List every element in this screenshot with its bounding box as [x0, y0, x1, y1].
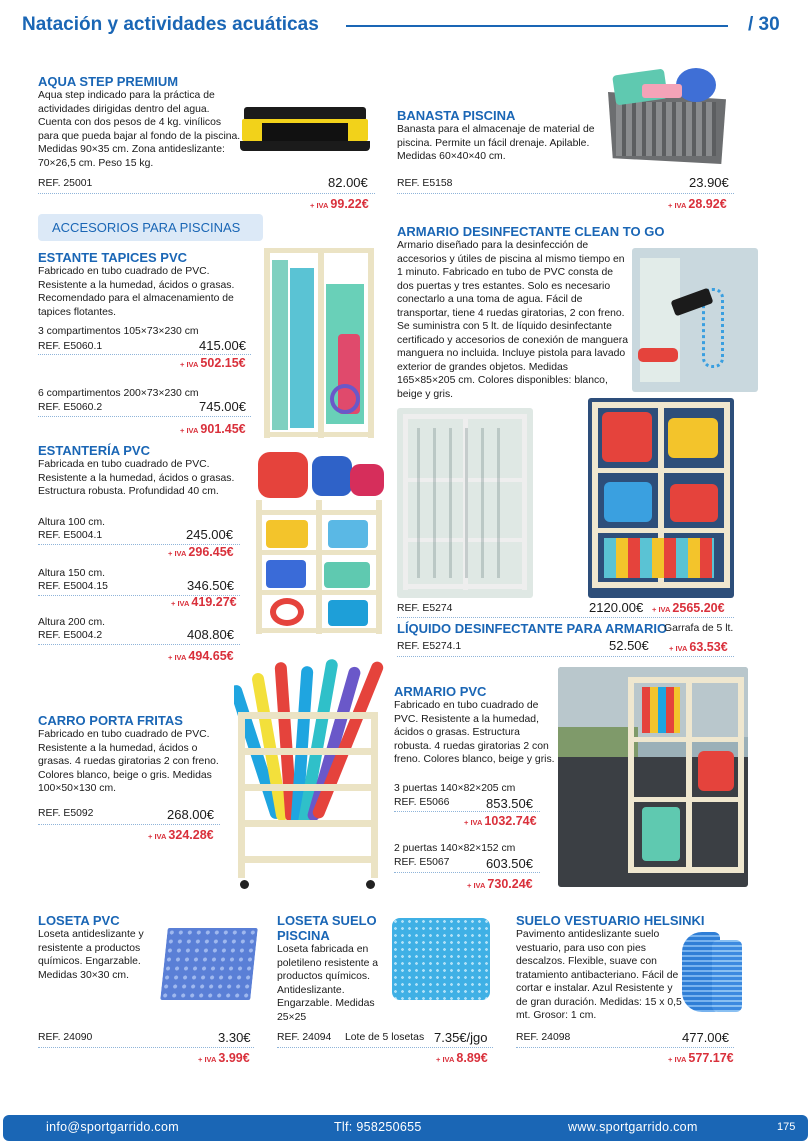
helsinki-ref: REF. 24098 [516, 1032, 571, 1043]
estanteria-v1-label: Altura 100 cm. [38, 517, 105, 528]
armario-clean-title: ARMARIO DESINFECTANTE CLEAN TO GO [397, 224, 665, 239]
armario-clean-full-image [588, 398, 734, 598]
armario-pvc-v1-price: 853.50€ [486, 796, 533, 811]
estante-v2-ref: REF. E5060.2 [38, 402, 103, 413]
helsinki-image [676, 926, 746, 1014]
estanteria-v1-iva-price: + IVA 296.45€ [168, 545, 234, 559]
aqua-step-iva-price: + IVA 99.22€ [310, 197, 369, 211]
liquido-title: LÍQUIDO DESINFECTANTE PARA ARMARIO [397, 621, 668, 636]
aqua-step-ref: REF. 25001 [38, 178, 93, 189]
estante-v2-iva-price: + IVA 901.45€ [180, 422, 246, 436]
section-page-tag: / 30 [748, 14, 780, 35]
helsinki-title: SUELO VESTUARIO HELSINKI [516, 913, 705, 928]
banasta-image [598, 62, 734, 170]
loseta-suelo-divider [277, 1047, 493, 1048]
liquido-subtitle: Garrafa de 5 lt. [664, 623, 734, 634]
loseta-suelo-iva-price: + IVA 8.89€ [436, 1051, 488, 1065]
armario-clean-divider [397, 617, 734, 618]
page-title: Natación y actividades acuáticas [22, 14, 319, 35]
estanteria-description: Fabricada en tubo cuadrado de PVC. Resistente a la humedad, ácidos o grasas. Estructura robusta. Profundidad 40 cm. [38, 459, 235, 497]
loseta-suelo-title: LOSETA SUELO PISCINA [277, 913, 377, 943]
estante-v2-price: 745.00€ [199, 399, 246, 414]
carro-description: Fabricado en tubo cuadrado de PVC. Resistente a la humedad, ácidos o grasas. 4 ruedas giratorias 2 con freno. Colores blanco, beige o gris. Medidas 100×50×130 cm. [38, 729, 219, 794]
armario-pvc-v1-label: 3 puertas 140×82×205 cm [394, 783, 516, 794]
banasta-divider [397, 193, 734, 194]
armario-clean-price: 2120.00€ [589, 600, 644, 615]
footer-email[interactable]: info@sportgarrido.com [46, 1120, 179, 1134]
loseta-suelo-ref: REF. 24094 [277, 1032, 332, 1043]
armario-pvc-v2-divider [394, 872, 540, 873]
estanteria-v3-price: 408.80€ [187, 627, 234, 642]
aqua-step-image [240, 105, 372, 157]
estanteria-v3-iva-price: + IVA 494.65€ [168, 649, 234, 663]
helsinki-iva-price: + IVA 577.17€ [668, 1051, 734, 1065]
estanteria-v2-price: 346.50€ [187, 578, 234, 593]
armario-pvc-v2-label: 2 puertas 140×82×152 cm [394, 843, 516, 854]
estanteria-v1-price: 245.00€ [186, 527, 233, 542]
footer-website[interactable]: www.sportgarrido.com [568, 1120, 698, 1134]
aqua-step-title: AQUA STEP PREMIUM [38, 74, 179, 89]
estante-image [262, 244, 376, 444]
carro-divider [38, 824, 220, 825]
aqua-step-description: Aqua step indicado para la práctica de actividades dirigidas dentro del agua. Cuenta con dos pesos de 4 kg. vinílicos para que pueda bajar al fondo de la piscina. Medidas 90×35 cm. Zona antideslizante: 70×26,5 cm. Peso 15 kg. [38, 90, 241, 169]
loseta-pvc-title: LOSETA PVC [38, 913, 120, 928]
estante-v1-ref: REF. E5060.1 [38, 341, 103, 352]
armario-pvc-v1-ref: REF. E5066 [394, 797, 450, 808]
armario-pvc-v2-ref: REF. E5067 [394, 857, 450, 868]
armario-pvc-description: Fabricado en tubo cuadrado de PVC. Resistente a la humedad, ácidos o grasas. Estructura robusta. 4 ruedas giratorias 2 con freno. Colores blanco, beige y gris. [394, 700, 555, 765]
estanteria-image [252, 450, 388, 638]
loseta-suelo-lot: Lote de 5 losetas [345, 1032, 425, 1043]
carro-ref: REF. E5092 [38, 808, 94, 819]
armario-clean-iva-price: + IVA 2565.20€ [652, 601, 725, 615]
carro-price: 268.00€ [167, 807, 214, 822]
estanteria-v2-label: Altura 150 cm. [38, 568, 105, 579]
loseta-pvc-price: 3.30€ [218, 1030, 251, 1045]
estante-v1-label: 3 compartimentos 105×73×230 cm [38, 326, 199, 337]
armario-clean-description: Armario diseñado para la desinfección de accesorios y útiles de piscina al mismo tiempo en 1 minuto. Fabricado en tubo de PVC consta de dos puertas y tres estantes. Solo es necesario conectarlo a una toma de agua. Fácil de transportar, tiene 4 ruedas giratorias, 2 con freno. Se suministra con 5 lt. de líquido desinfectante certificado y accesorios de conexión de manguera manguera no incluida. Incluye pistola para lavado exterior de grandes objetos. Medidas 165×85×205 cm. Colores disponibles: blanco, beige y gris. [397, 240, 629, 400]
banasta-price: 23.90€ [689, 175, 729, 190]
estante-v2-label: 6 compartimentos 200×73×230 cm [38, 388, 199, 399]
armario-pvc-v1-iva-price: + IVA 1032.74€ [464, 814, 537, 828]
liquido-price: 52.50€ [609, 638, 649, 653]
banasta-iva-price: + IVA 28.92€ [668, 197, 727, 211]
carro-iva-price: + IVA 324.28€ [148, 828, 214, 842]
liquido-divider [397, 656, 734, 657]
estanteria-v3-label: Altura 200 cm. [38, 617, 105, 628]
armario-clean-detail-image [632, 248, 758, 392]
loseta-suelo-description: Loseta fabricada en poletileno resistente a productos químicos. Antideslizante. Engarzable. Medidas 25×25 [277, 944, 379, 1023]
helsinki-divider [516, 1047, 734, 1048]
armario-pvc-v1-divider [394, 811, 540, 812]
estanteria-v2-ref: REF. E5004.15 [38, 581, 108, 592]
loseta-pvc-image [160, 924, 258, 1004]
estanteria-v3-ref: REF. E5004.2 [38, 630, 103, 641]
footer-phone[interactable]: Tlf: 958250655 [334, 1120, 422, 1134]
estante-description: Fabricado en tubo cuadrado de PVC. Resistente a la humedad, ácidos o grasas. Recomendado para el almacenamiento de tapices flotantes. [38, 266, 235, 318]
banasta-description: Banasta para el almacenaje de material de piscina. Permite un fácil drenaje. Apilable. Medidas 60×40×40 cm. [397, 124, 595, 162]
loseta-pvc-divider [38, 1047, 254, 1048]
loseta-suelo-image [388, 914, 494, 1004]
armario-clean-ref: REF. E5274 [397, 603, 453, 614]
helsinki-description: Pavimento antideslizante suelo vestuario, para uso con pies descalzos. Flexible, suave con tratamiento antibacteriano. Fácil de cortar e instalar. Azul Resistente y de gran duración. Medidas: 15 x 0,5 mt. Grosor: 1 cm. [516, 929, 682, 1021]
estante-v1-iva-price: + IVA 502.15€ [180, 356, 246, 370]
estante-v1-price: 415.00€ [199, 338, 246, 353]
header-rule [346, 25, 728, 27]
estanteria-v3-divider [38, 644, 240, 645]
section-label [38, 214, 263, 241]
loseta-pvc-ref: REF. 24090 [38, 1032, 93, 1043]
aqua-step-price: 82.00€ [328, 175, 368, 190]
estanteria-title: ESTANTERÍA PVC [38, 443, 150, 458]
estanteria-v2-iva-price: + IVA 419.27€ [171, 595, 237, 609]
helsinki-price: 477.00€ [682, 1030, 729, 1045]
aqua-step-divider [38, 193, 375, 194]
loseta-suelo-price: 7.35€/jgo [434, 1030, 488, 1045]
banasta-ref: REF. E5158 [397, 178, 453, 189]
loseta-pvc-description: Loseta antideslizante y resistente a productos químicos. Engarzable. Medidas 30×30 cm. [38, 929, 144, 981]
carro-image [234, 652, 386, 892]
carro-title: CARRO PORTA FRITAS [38, 713, 183, 728]
section-label-text: ACCESORIOS PARA PISCINAS [52, 220, 241, 235]
armario-pvc-title: ARMARIO PVC [394, 684, 487, 699]
estanteria-v1-ref: REF. E5004.1 [38, 530, 103, 541]
liquido-iva-price: + IVA 63.53€ [669, 640, 728, 654]
armario-clean-open-image [397, 408, 533, 598]
estante-v1-divider [38, 354, 251, 355]
liquido-ref: REF. E5274.1 [397, 641, 462, 652]
page-footer [3, 1115, 808, 1141]
loseta-pvc-iva-price: + IVA 3.99€ [198, 1051, 250, 1065]
armario-pvc-v2-iva-price: + IVA 730.24€ [467, 877, 533, 891]
page-header [0, 0, 811, 52]
armario-pvc-image [558, 667, 748, 887]
footer-page-number: 175 [777, 1121, 796, 1133]
estante-v2-divider [38, 416, 251, 417]
estante-title: ESTANTE TAPICES PVC [38, 250, 188, 265]
armario-pvc-v2-price: 603.50€ [486, 856, 533, 871]
banasta-title: BANASTA PISCINA [397, 108, 516, 123]
